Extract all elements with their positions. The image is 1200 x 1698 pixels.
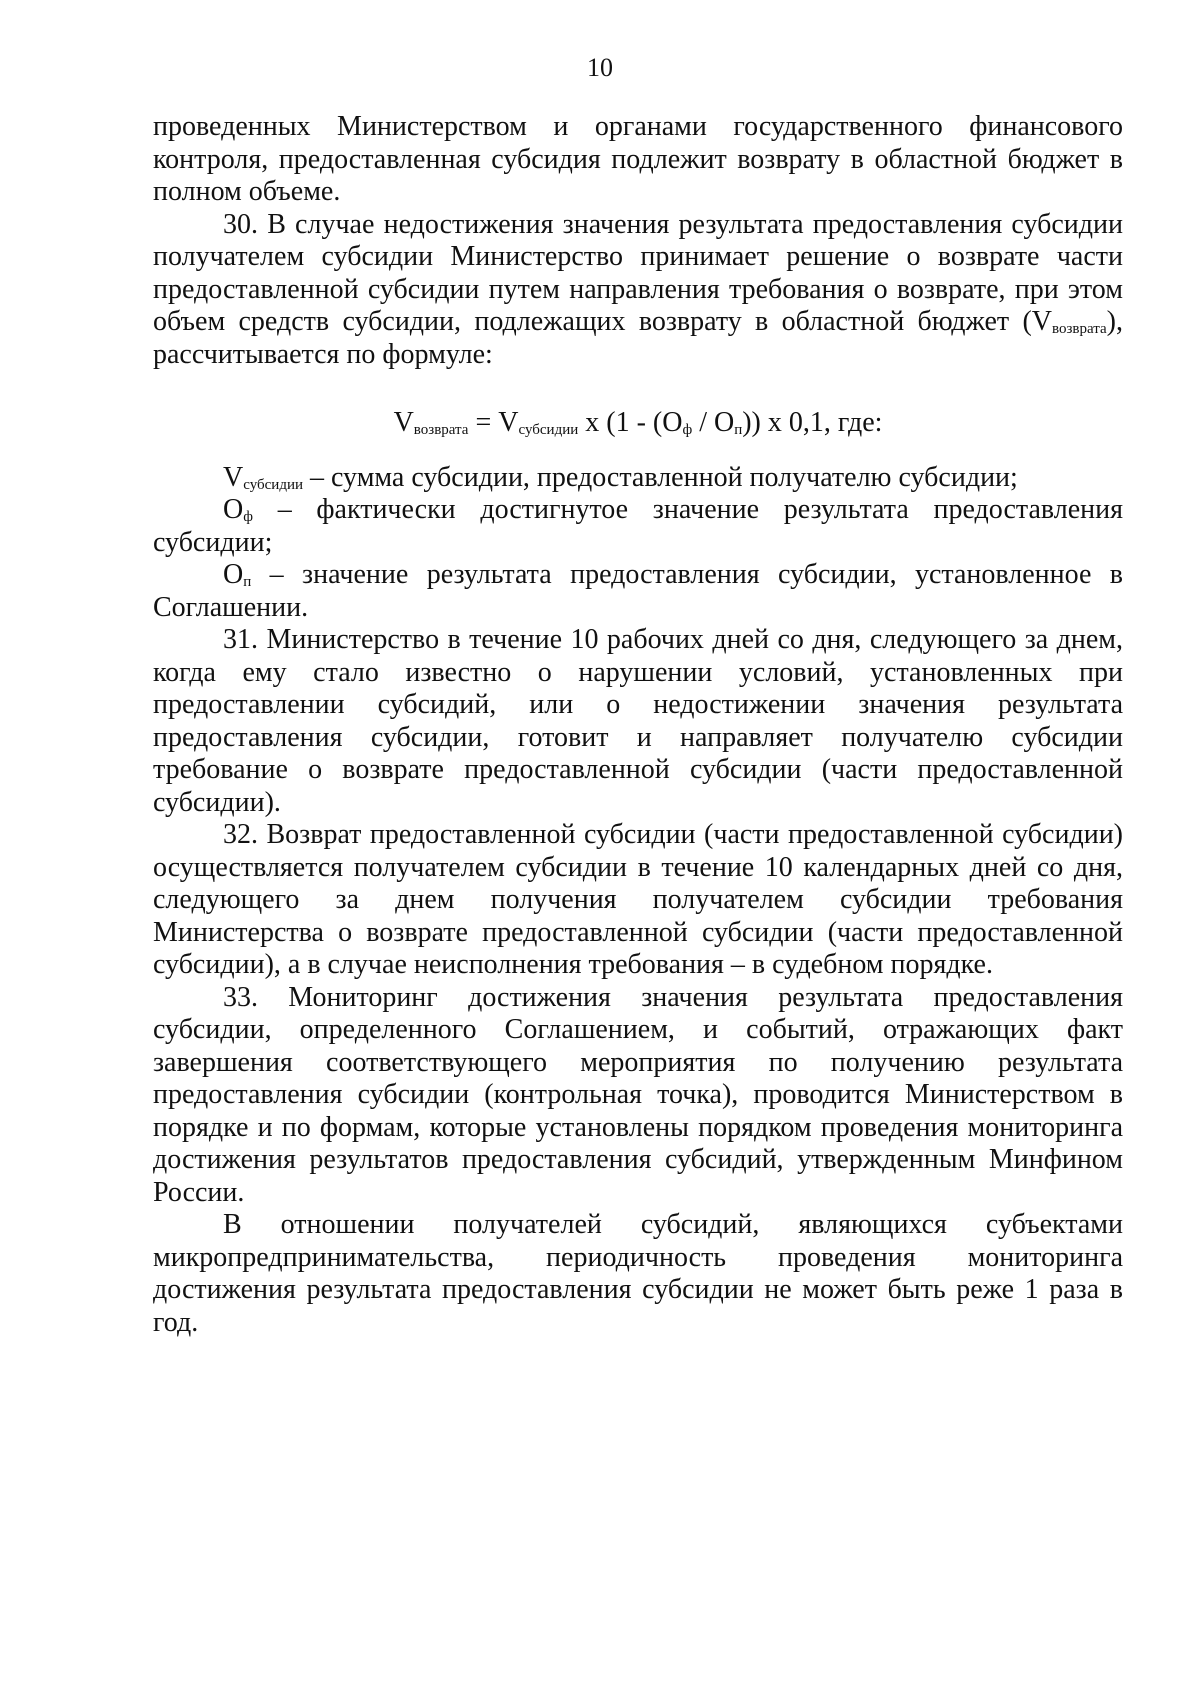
paragraph-31: 31. Министерство в течение 10 рабочих дней со дня, следующего за днем, когда ему стало известно о нарушении условий, установленных при предоставлении субсидий, или о недостижении значения результата предоставления субсидии, готовит и направляет получателю субсидии требование о возврате предоставленной субсидии (части предоставленной субсидии). bbox=[153, 624, 1123, 818]
paragraph-33-monitoring: В отношении получателей субсидий, являющихся субъектами микропредпринимательства, периодичность проведения мониторинга достижения результата предоставления субсидии не может быть реже 1 раза в год. bbox=[153, 1209, 1123, 1338]
paragraph-30 bbox=[153, 209, 1123, 372]
definition-o-fact bbox=[153, 494, 1123, 559]
definition-v-subsidy bbox=[153, 462, 1123, 495]
paragraph-33: 33. Мониторинг достижения значения результата предоставления субсидии, определенного Соглашением, и событий, отражающих факт завершения соответствующего мероприятия по получению результата предоставления субсидии (контрольная точка), проводится Министерством в порядке и по формам, которые установлены порядком проведения мониторинга достижения результатов предоставления субсидий, утвержденным Минфином России. bbox=[153, 981, 1123, 1208]
page-number: 10 bbox=[587, 53, 613, 82]
paragraph-30-text: 30. В случае недостижения значения результата предоставления субсидии получателем субсидии Министерство принимает решение о возврате части предоставленной субсидии путем направления требования о возврате, при этом объем средств субсидии, подлежащих возврату в областной бюджет (V bbox=[153, 208, 1123, 337]
def-of-sub: ф bbox=[243, 509, 253, 525]
formula-v-subsidy: V bbox=[498, 407, 519, 438]
def-v-text: – сумма субсидии, предоставленной получателю субсидии; bbox=[303, 461, 1018, 493]
formula-equals: = bbox=[468, 407, 499, 438]
def-v-symbol: V bbox=[223, 461, 244, 493]
def-op-text: – значение результата предоставления субсидии, установленное в Соглашении. bbox=[153, 559, 1123, 623]
formula-v-return-sub: возврата bbox=[413, 422, 469, 438]
def-v-sub: субсидии bbox=[243, 476, 303, 493]
paragraph-32: 32. Возврат предоставленной субсидии (части предоставленной субсидии) осуществляется получателем субсидии в течение 10 календарных дней со дня, следующего за днем получения получателем субсидии требования Министерства о возврате предоставленной субсидии (части предоставленной субсидии), а в случае неисполнения требования – в судебном порядке. bbox=[153, 819, 1123, 980]
formula-v-return: V bbox=[393, 407, 414, 438]
formula-v-subsidy-sub: субсидии bbox=[518, 422, 579, 438]
v-return-subscript: возврата bbox=[1052, 321, 1107, 337]
formula-end: )) x 0,1, где: bbox=[742, 407, 883, 438]
return-formula bbox=[153, 371, 1123, 462]
paragraph-30-tail: ), рассчитывается по формуле: bbox=[153, 306, 1123, 370]
formula-of-sub: ф bbox=[682, 422, 693, 438]
def-of-text: – фактически достигнутое значение результата предоставления субсидии; bbox=[153, 494, 1123, 558]
def-of-symbol: O bbox=[223, 494, 244, 525]
def-op-sub: п bbox=[243, 574, 252, 590]
formula-middle: x (1 - (O bbox=[578, 407, 683, 438]
document-body bbox=[153, 111, 1123, 1339]
def-op-symbol: O bbox=[223, 559, 244, 590]
formula-slash: / O bbox=[692, 407, 735, 438]
paragraph-continuation: проведенных Министерством и органами государственного финансового контроля, предоставленная субсидия подлежит возврату в областной бюджет в полном объеме. bbox=[153, 111, 1123, 207]
formula-op-sub: п bbox=[734, 422, 743, 438]
definition-o-plan bbox=[153, 559, 1123, 624]
